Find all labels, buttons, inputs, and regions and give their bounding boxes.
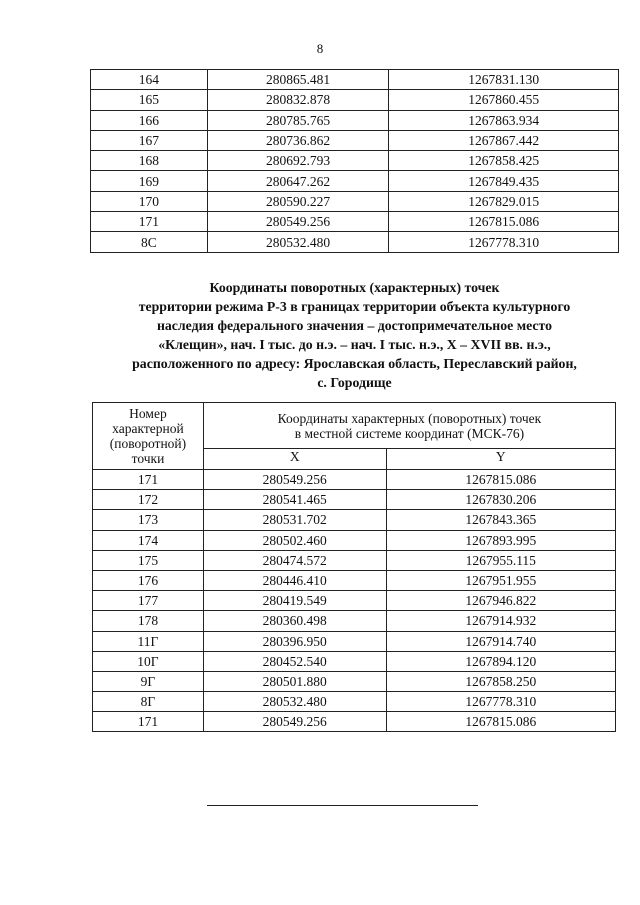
y-coordinate-cell: 1267858.425 <box>389 151 619 171</box>
table-row <box>93 510 616 530</box>
x-coordinate-cell: 280692.793 <box>207 151 389 171</box>
table-row <box>93 530 616 550</box>
point-number-cell: 168 <box>91 151 208 171</box>
table-row <box>93 651 616 671</box>
x-coordinate-cell: 280419.549 <box>203 591 386 611</box>
x-coordinate-cell: 280549.256 <box>203 470 386 490</box>
x-coordinate-cell: 280396.950 <box>203 631 386 651</box>
point-number-cell: 170 <box>91 191 208 211</box>
x-coordinate-cell: 280865.481 <box>207 70 389 90</box>
heading-line: территории режима Р-3 в границах территории объекта культурного <box>138 299 571 314</box>
point-number-cell: 167 <box>91 130 208 150</box>
y-coordinate-cell: 1267830.206 <box>386 490 616 510</box>
point-number-cell: 10Г <box>93 651 204 671</box>
x-coordinate-cell: 280360.498 <box>203 611 386 631</box>
y-coordinate-cell: 1267867.442 <box>389 130 619 150</box>
point-number-cell: 177 <box>93 591 204 611</box>
x-coordinate-cell: 280785.765 <box>207 110 389 130</box>
table-row <box>93 611 616 631</box>
table-row <box>91 70 619 90</box>
x-coordinate-cell: 280532.480 <box>203 692 386 712</box>
y-coordinate-cell: 1267860.455 <box>389 90 619 110</box>
table-row <box>91 151 619 171</box>
header-y: Y <box>386 449 616 470</box>
point-number-cell: 166 <box>91 110 208 130</box>
y-coordinate-cell: 1267863.934 <box>389 110 619 130</box>
point-number-cell: 173 <box>93 510 204 530</box>
table-row <box>91 110 619 130</box>
table-row <box>93 570 616 590</box>
x-coordinate-cell: 280541.465 <box>203 490 386 510</box>
heading-line: расположенного по адресу: Ярославская область, Переславский район, <box>132 356 577 371</box>
x-coordinate-cell: 280549.256 <box>203 712 386 732</box>
x-coordinate-cell: 280736.862 <box>207 130 389 150</box>
x-coordinate-cell: 280647.262 <box>207 171 389 191</box>
point-number-cell: 8Г <box>93 692 204 712</box>
table-header <box>93 403 616 470</box>
y-coordinate-cell: 1267894.120 <box>386 651 616 671</box>
x-coordinate-cell: 280590.227 <box>207 191 389 211</box>
point-number-cell: 175 <box>93 550 204 570</box>
x-coordinate-cell: 280446.410 <box>203 570 386 590</box>
y-coordinate-cell: 1267778.310 <box>389 232 619 252</box>
point-number-cell: 169 <box>91 171 208 191</box>
y-coordinate-cell: 1267815.086 <box>389 212 619 232</box>
point-number-cell: 176 <box>93 570 204 590</box>
coordinates-table-r3 <box>92 402 616 732</box>
table-row <box>93 550 616 570</box>
x-coordinate-cell: 280502.460 <box>203 530 386 550</box>
point-number-cell: 174 <box>93 530 204 550</box>
x-coordinate-cell: 280452.540 <box>203 651 386 671</box>
table-row <box>91 90 619 110</box>
table-row <box>93 712 616 732</box>
table-body <box>93 470 616 732</box>
table-row <box>91 171 619 191</box>
point-number-cell: 172 <box>93 490 204 510</box>
x-coordinate-cell: 280549.256 <box>207 212 389 232</box>
x-coordinate-cell: 280832.878 <box>207 90 389 110</box>
y-coordinate-cell: 1267815.086 <box>386 712 616 732</box>
y-coordinate-cell: 1267858.250 <box>386 671 616 691</box>
point-number-cell: 171 <box>93 712 204 732</box>
y-coordinate-cell: 1267831.130 <box>389 70 619 90</box>
coordinates-table-continued <box>90 69 619 253</box>
point-number-cell: 171 <box>93 470 204 490</box>
table-row <box>91 191 619 211</box>
point-number-cell: 171 <box>91 212 208 232</box>
heading-line: наследия федерального значения – достопримечательное место <box>156 318 553 333</box>
y-coordinate-cell: 1267893.995 <box>386 530 616 550</box>
table-row <box>93 591 616 611</box>
x-coordinate-cell: 280532.480 <box>207 232 389 252</box>
x-coordinate-cell: 280501.880 <box>203 671 386 691</box>
point-number-cell: 165 <box>91 90 208 110</box>
page-number: 8 <box>316 41 324 56</box>
x-coordinate-cell: 280474.572 <box>203 550 386 570</box>
y-coordinate-cell: 1267843.365 <box>386 510 616 530</box>
y-coordinate-cell: 1267955.115 <box>386 550 616 570</box>
table-row <box>91 232 619 252</box>
header-coordinates: Координаты характерных (поворотных) точек в местной системе координат (МСК-76) <box>203 403 615 449</box>
table-row <box>91 212 619 232</box>
point-number-cell: 11Г <box>93 631 204 651</box>
header-x: X <box>203 449 386 470</box>
y-coordinate-cell: 1267778.310 <box>386 692 616 712</box>
point-number-cell: 9Г <box>93 671 204 691</box>
footer-divider <box>207 805 478 806</box>
table-row <box>93 631 616 651</box>
y-coordinate-cell: 1267815.086 <box>386 470 616 490</box>
y-coordinate-cell: 1267849.435 <box>389 171 619 191</box>
y-coordinate-cell: 1267829.015 <box>389 191 619 211</box>
table-row <box>93 470 616 490</box>
table-row <box>93 490 616 510</box>
y-coordinate-cell: 1267914.932 <box>386 611 616 631</box>
point-number-cell: 164 <box>91 70 208 90</box>
table-row <box>93 671 616 691</box>
heading-line: «Клещин», нач. I тыс. до н.э. – нач. I тыс. н.э., X – XVII вв. н.э., <box>158 337 551 352</box>
y-coordinate-cell: 1267946.822 <box>386 591 616 611</box>
table-row <box>93 692 616 712</box>
point-number-cell: 8С <box>91 232 208 252</box>
y-coordinate-cell: 1267951.955 <box>386 570 616 590</box>
heading-line: с. Городище <box>317 375 392 390</box>
y-coordinate-cell: 1267914.740 <box>386 631 616 651</box>
header-point-number: Номер характерной (поворотной) точки <box>93 403 204 470</box>
table-row <box>91 130 619 150</box>
heading-line: Координаты поворотных (характерных) точек <box>209 280 500 295</box>
x-coordinate-cell: 280531.702 <box>203 510 386 530</box>
table-body <box>91 70 619 253</box>
section-heading <box>90 278 619 392</box>
point-number-cell: 178 <box>93 611 204 631</box>
